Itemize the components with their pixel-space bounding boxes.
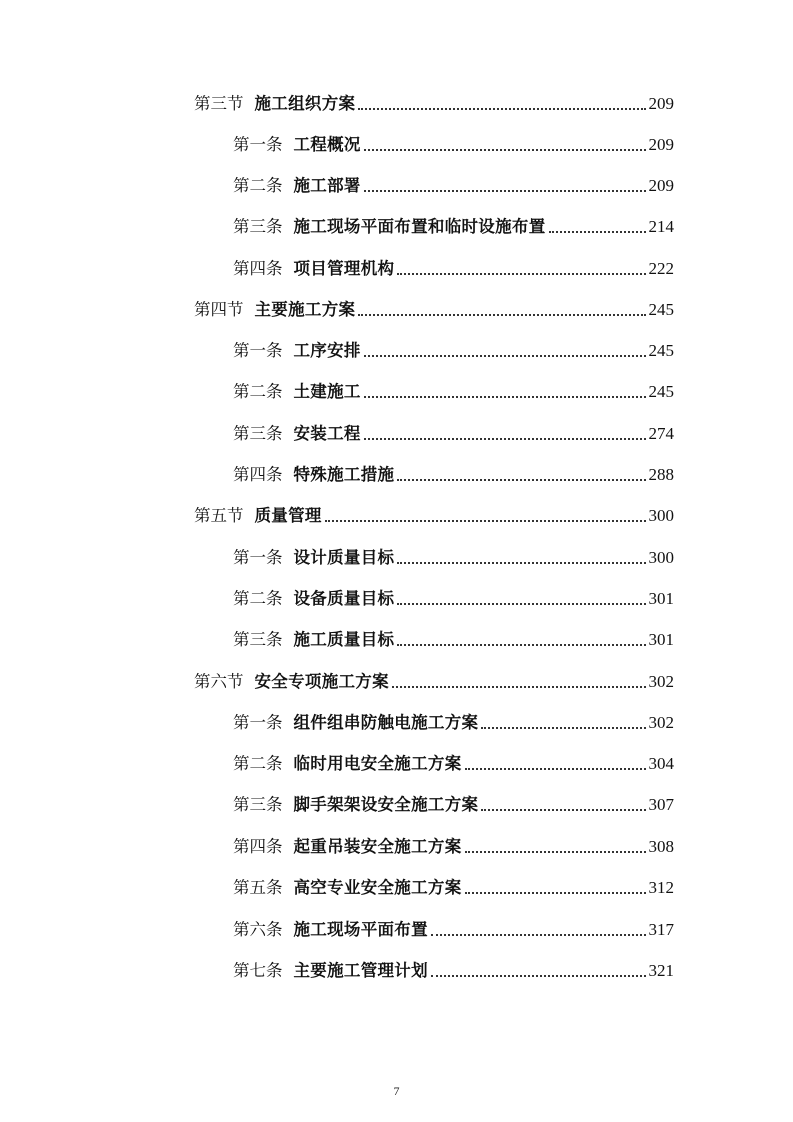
toc-entry[interactable] [233,790,674,816]
toc-entry-prefix: 第二条 [233,176,283,195]
toc-entry[interactable] [194,89,674,115]
toc-entry-title: 施工质量目标 [293,630,395,649]
toc-entry-prefix: 第三条 [233,424,283,443]
toc-entry-prefix: 第四条 [233,465,283,484]
dot-leader [364,382,646,398]
toc-entry[interactable] [233,584,674,610]
toc-entry-page: 245 [648,341,674,360]
toc-entry-title: 起重吊装安全施工方案 [293,837,462,856]
toc-entry-page: 308 [648,837,674,856]
dot-leader [465,754,646,770]
toc-entry-title: 工序安排 [293,341,361,360]
toc-entry-prefix: 第四条 [233,837,283,856]
toc-entry-prefix: 第二条 [233,754,283,773]
dot-leader [465,878,646,894]
dot-leader [364,135,646,151]
toc-entry[interactable] [233,336,674,362]
page-number: 7 [393,1084,400,1098]
toc-entry-prefix: 第三条 [233,630,283,649]
toc-entry-prefix: 第一条 [233,341,283,360]
toc-entry-page: 300 [648,506,674,525]
toc-entry-title: 安全专项施工方案 [254,672,389,691]
toc-entry-title: 组件组串防触电施工方案 [293,713,479,732]
toc-entry-page: 300 [648,548,674,567]
toc-entry-page: 301 [648,589,674,608]
toc-entry[interactable] [233,956,674,982]
toc-entry-title: 施工现场平面布置和临时设施布置 [293,217,546,236]
dot-leader [481,795,645,811]
toc-entry-prefix: 第三节 [194,94,244,113]
toc-entry-title: 施工组织方案 [254,94,356,113]
toc-entry[interactable] [194,501,674,527]
toc-entry-title: 高空专业安全施工方案 [293,878,462,897]
toc-entry-title: 工程概况 [293,135,361,154]
toc-entry-title: 脚手架架设安全施工方案 [293,795,479,814]
toc-entry-prefix: 第七条 [233,961,283,980]
toc-entry-page: 304 [648,754,674,773]
toc-entry-page: 222 [648,259,674,278]
toc-entry-prefix: 第五节 [194,506,244,525]
dot-leader [358,94,645,110]
toc-entry-prefix: 第二条 [233,382,283,401]
toc-entry-prefix: 第四节 [194,300,244,319]
dot-leader [397,548,645,564]
toc-entry-prefix: 第一条 [233,548,283,567]
toc-entry-page: 307 [648,795,674,814]
toc-entry-page: 302 [648,672,674,691]
dot-leader [431,961,646,977]
toc-entry-page: 321 [648,961,674,980]
dot-leader [358,300,645,316]
dot-leader [392,672,646,688]
toc-entry-page: 209 [648,135,674,154]
toc-entry[interactable] [233,832,674,858]
toc-entry-page: 288 [648,465,674,484]
toc-entry-page: 209 [648,94,674,113]
toc-entry-prefix: 第三条 [233,217,283,236]
toc-entry-title: 质量管理 [254,506,322,525]
dot-leader [397,259,645,275]
toc-entry[interactable] [233,625,674,651]
dot-leader [325,506,646,522]
toc-entry-prefix: 第一条 [233,713,283,732]
toc-entry[interactable] [233,377,674,403]
toc-entry-page: 274 [648,424,674,443]
toc-entry-prefix: 第五条 [233,878,283,897]
toc-entry[interactable] [194,295,674,321]
dot-leader [364,341,646,357]
toc-entry-title: 设计质量目标 [293,548,395,567]
toc-entry-page: 245 [648,382,674,401]
toc-entry-page: 245 [648,300,674,319]
dot-leader [481,713,645,729]
toc-entry-title: 特殊施工措施 [293,465,395,484]
toc-entry[interactable] [233,419,674,445]
dot-leader [431,920,646,936]
toc-entry[interactable] [233,254,674,280]
toc-entry[interactable] [233,460,674,486]
toc-entry-prefix: 第六条 [233,920,283,939]
toc-entry-page: 302 [648,713,674,732]
toc-entry-prefix: 第六节 [194,672,244,691]
toc-entry[interactable] [233,873,674,899]
toc-entry-page: 317 [648,920,674,939]
toc-entry-prefix: 第一条 [233,135,283,154]
toc-entry-title: 施工现场平面布置 [293,920,428,939]
toc-entry-page: 301 [648,630,674,649]
toc-entry-title: 临时用电安全施工方案 [293,754,462,773]
toc-entry-title: 施工部署 [293,176,361,195]
dot-leader [465,837,646,853]
toc-entry-title: 主要施工方案 [254,300,356,319]
toc-entry-page: 312 [648,878,674,897]
toc-entry-title: 安装工程 [293,424,361,443]
toc-entry[interactable] [233,543,674,569]
toc-entry-prefix: 第二条 [233,589,283,608]
toc-entry-title: 项目管理机构 [293,259,395,278]
toc-entry[interactable] [233,915,674,941]
toc-entry[interactable] [233,749,674,775]
toc-entry-title: 土建施工 [293,382,361,401]
dot-leader [364,424,646,440]
toc-entry[interactable] [233,171,674,197]
toc-entry[interactable] [233,708,674,734]
toc-entry[interactable] [233,130,674,156]
toc-entry-prefix: 第四条 [233,259,283,278]
toc-entry[interactable] [194,667,674,693]
toc-entry[interactable] [233,212,674,238]
toc-entry-prefix: 第三条 [233,795,283,814]
dot-leader [397,589,645,605]
toc-entry-page: 209 [648,176,674,195]
dot-leader [397,630,645,646]
toc-entry-page: 214 [648,217,674,236]
toc-entry-title: 主要施工管理计划 [293,961,428,980]
toc-entry-title: 设备质量目标 [293,589,395,608]
dot-leader [549,217,646,233]
dot-leader [397,465,645,481]
dot-leader [364,176,646,192]
